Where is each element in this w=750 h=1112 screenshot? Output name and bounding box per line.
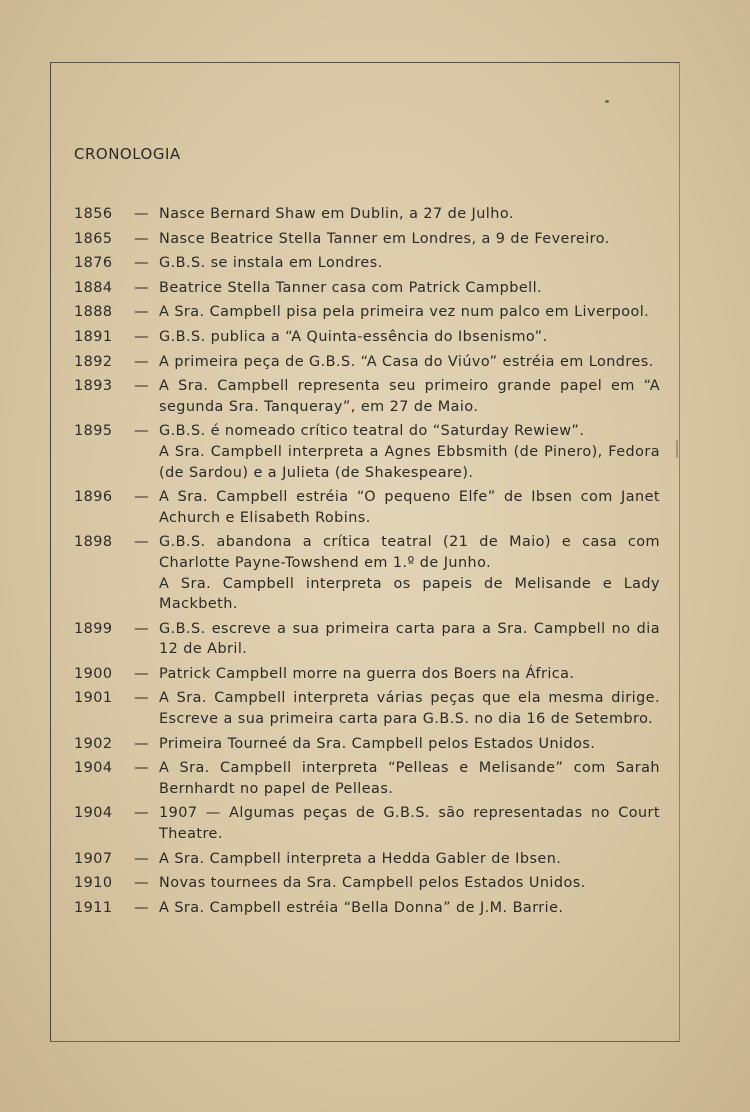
entry-dash: — [134,760,149,777]
chronology-list [74,204,660,922]
entry-text: Primeira Tourneé da Sra. Campbell pelos Estados Unidos. [159,735,596,752]
chronology-entry [74,421,660,483]
entry-dash: — [134,850,149,867]
entry-dash: — [134,620,149,637]
entry-text: Nasce Beatrice Stella Tanner em Londres, a 9 de Fevereiro. [159,230,610,247]
entry-text: G.B.S. escreve a sua primeira carta para a Sra. Campbell no dia 12 de Abril. [159,620,660,658]
entry-year: 1907 [74,850,113,867]
entry-year: 1904 [74,760,113,777]
entry-dash: — [134,489,149,506]
entry-year: 1895 [74,423,113,440]
chronology-entry [74,619,660,660]
ink-speck [676,440,678,458]
entry-text: A Sra. Campbell interpreta “Pelleas e Melisande” com Sarah Bernhardt no papel de Pelleas. [159,760,660,797]
entry-dash: — [134,328,149,345]
entry-text: A Sra. Campbell estréia “O pequeno Elfe” de Ibsen com Janet Achurch e Elisabeth Robins. [159,489,660,526]
page-title: CRONOLOGIA [74,145,181,164]
chronology-entry [74,487,660,528]
entry-text: G.B.S. publica a “A Quinta-essência do Ibsenismo”. [159,328,548,345]
entry-year: 1856 [74,206,113,222]
chronology-entry [74,803,660,844]
chronology-entry [74,532,660,614]
chronology-entry [74,352,660,373]
entry-text: A Sra. Campbell interpreta várias peças que ela mesma dirige. Escreve a sua primeira carta para G.B.S. no dia 16 de Setembro. [159,690,660,728]
entry-dash: — [134,735,149,752]
entry-dash: — [134,805,149,822]
entry-year: 1900 [74,665,113,682]
entry-year: 1892 [74,353,113,370]
chronology-entry [74,229,660,250]
entry-year: 1901 [74,690,113,707]
entry-year: 1876 [74,255,113,272]
entry-text: Nasce Bernard Shaw em Dublin, a 27 de Julho. [159,206,514,222]
entry-line: A Sra. Campbell interpreta a Agnes Ebbsmith (de Pinero), Fedora (de Sardou) e a Julieta (de Shakespeare). [159,443,660,481]
chronology-entry [74,302,660,323]
entry-text: A primeira peça de G.B.S. “A Casa do Viúvo” estréia em Londres. [159,353,654,370]
chronology-entry [74,376,660,417]
entry-dash: — [134,279,149,296]
entry-year: 1884 [74,279,113,296]
chronology-entry [74,278,660,299]
chronology-entry [74,204,660,225]
chronology-entry [74,873,660,894]
entry-line: A Sra. Campbell interpreta os papeis de Melisande e Lady Mackbeth. [159,575,660,613]
chronology-entry [74,688,660,729]
ink-speck [605,100,609,103]
entry-dash: — [134,690,149,707]
entry-year: 1888 [74,304,113,321]
chronology-entry [74,758,660,799]
entry-year: 1911 [74,899,113,916]
entry-text: Beatrice Stella Tanner casa com Patrick Campbell. [159,279,543,296]
entry-dash: — [134,353,149,370]
entry-dash: — [134,423,149,440]
entry-dash: — [134,875,149,892]
entry-year: 1893 [74,378,113,395]
entry-year: 1902 [74,735,113,752]
entry-dash: — [134,378,149,395]
entry-text: G.B.S. se instala em Londres. [159,255,383,272]
entry-text: A Sra. Campbell pisa pela primeira vez num palco em Liverpool. [159,304,650,321]
entry-text: Novas tournees da Sra. Campbell pelos Estados Unidos. [159,875,586,892]
entry-dash: — [134,206,149,222]
entry-year: 1904 [74,805,113,822]
entry-year: 1910 [74,875,113,892]
entry-year: 1899 [74,620,113,637]
entry-text: A Sra. Campbell representa seu primeiro grande papel em “A segunda Sra. Tanqueray”, em 27 de Maio. [159,378,660,415]
chronology-entry [74,253,660,274]
chronology-entry [74,898,660,919]
entry-year: 1891 [74,328,113,345]
entry-dash: — [134,304,149,321]
entry-dash: — [134,665,149,682]
entry-line: G.B.S. é nomeado crítico teatral do “Saturday Rewiew”. [159,423,585,440]
entry-text: A Sra. Campbell estréia “Bella Donna” de J.M. Barrie. [159,899,564,916]
entry-year: 1898 [74,534,113,551]
entry-text: 1907 — Algumas peças de G.B.S. são representadas no Court Theatre. [159,805,660,843]
chronology-entry [74,664,660,685]
entry-year: 1896 [74,489,113,506]
chronology-entry [74,734,660,755]
entry-text [159,421,660,483]
entry-text: Patrick Campbell morre na guerra dos Boers na África. [159,665,575,682]
chronology-entry [74,327,660,348]
entry-dash: — [134,230,149,247]
entry-line: G.B.S. abandona a crítica teatral (21 de Maio) e casa com Charlotte Payne-Towshend em 1.º de Junho. [159,534,660,571]
entry-dash: — [134,534,149,551]
chronology-entry [74,849,660,870]
entry-dash: — [134,899,149,916]
entry-text [159,532,660,614]
entry-year: 1865 [74,230,113,247]
entry-text: A Sra. Campbell interpreta a Hedda Gabler de Ibsen. [159,850,562,867]
entry-dash: — [134,255,149,272]
